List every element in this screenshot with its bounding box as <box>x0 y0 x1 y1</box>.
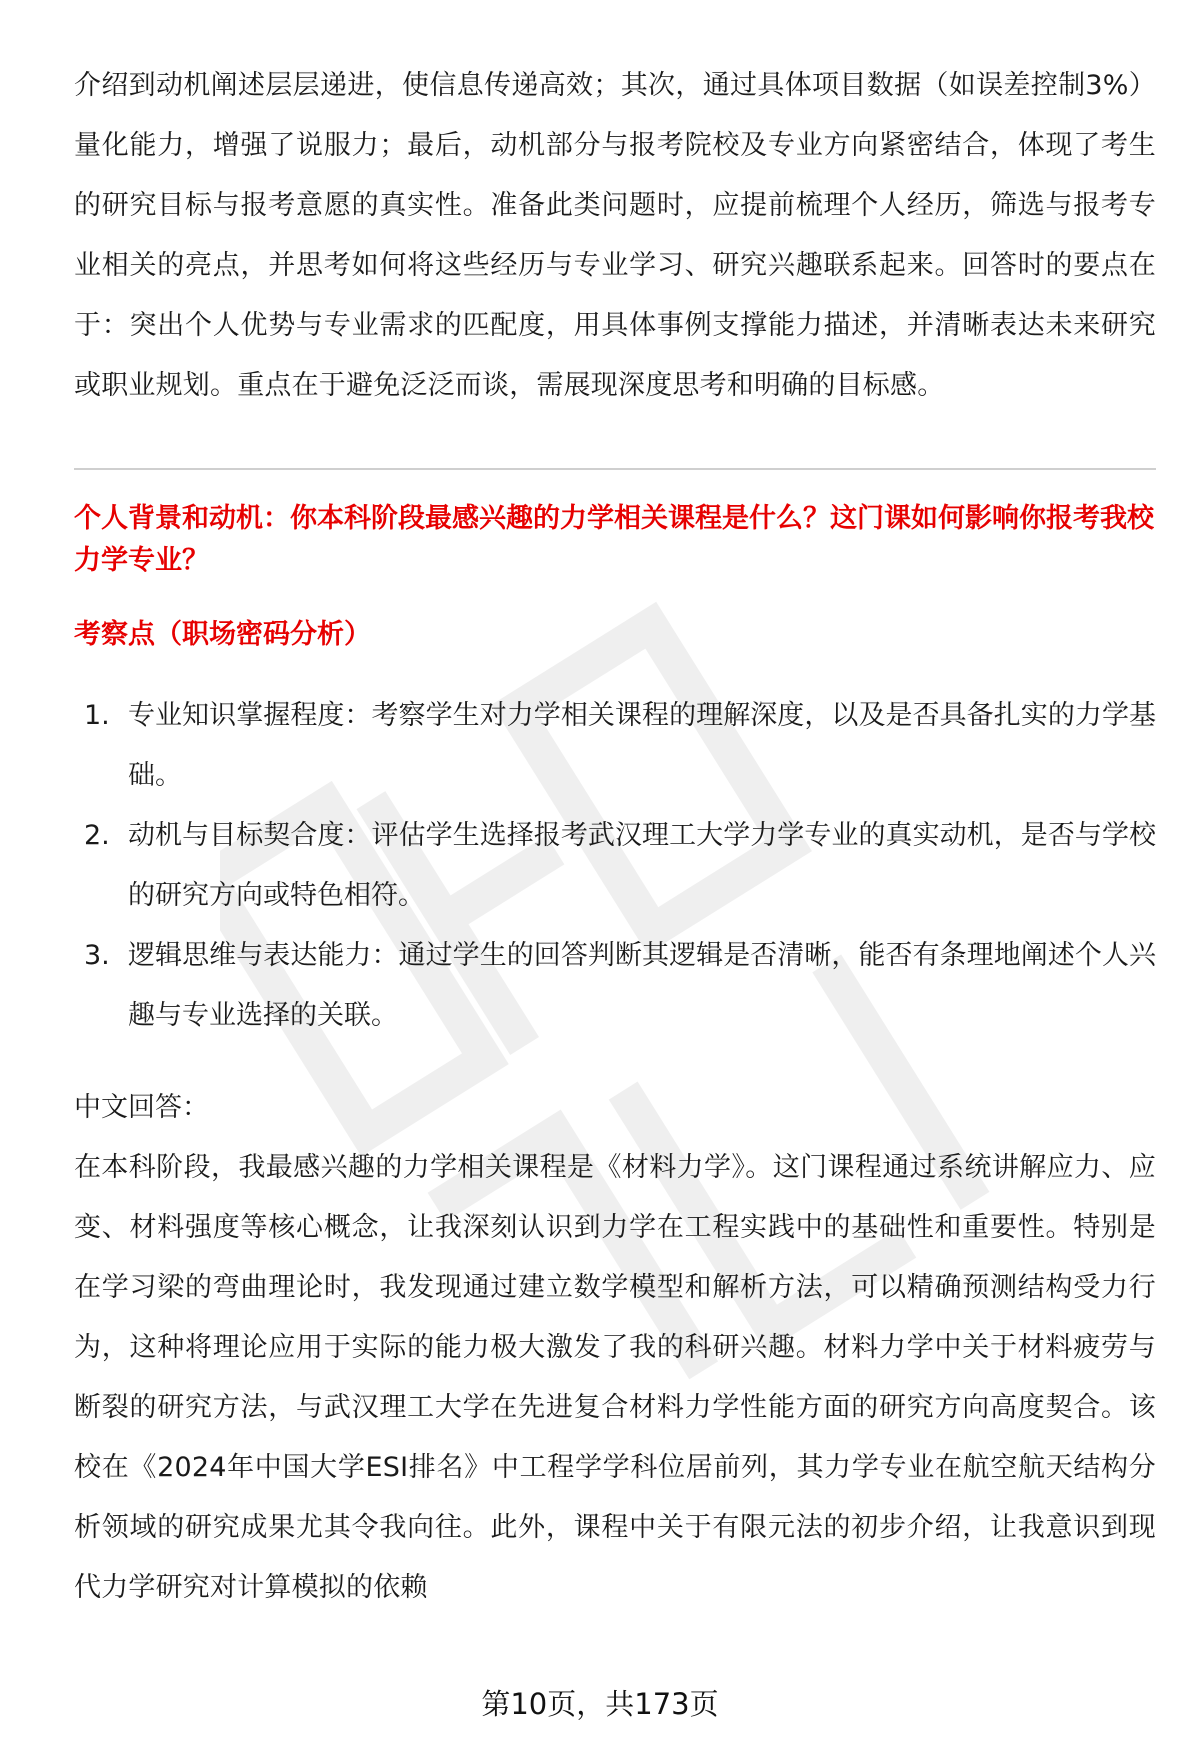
list-item-number: 2. <box>84 820 110 851</box>
list-item-text: 动机与目标契合度：评估学生选择报考武汉理工大学力学专业的真实动机，是否与学校的研究方向或特色相符。 <box>128 820 1156 911</box>
list-item <box>74 806 1156 926</box>
intro-paragraph: 介绍到动机阐述层层递进，使信息传递高效；其次，通过具体项目数据（如误差控制3%）量化能力，增强了说服力；最后，动机部分与报考院校及专业方向紧密结合，体现了考生的研究目标与报考意愿的真实性。准备此类问题时，应提前梳理个人经历，筛选与报考专业相关的亮点，并思考如何将这些经历与专业学习、研究兴趣联系起来。回答时的要点在于：突出个人优势与专业需求的匹配度，用具体事例支撑能力描述，并清晰表达未来研究或职业规划。重点在于避免泛泛而谈，需展现深度思考和明确的目标感。 <box>74 70 1156 401</box>
answer-paragraph: 在本科阶段，我最感兴趣的力学相关课程是《材料力学》。这门课程通过系统讲解应力、应变、材料强度等核心概念，让我深刻认识到力学在工程实践中的基础性和重要性。特别是在学习梁的弯曲理论时，我发现通过建立数学模型和解析方法，可以精确预测结构受力行为，这种将理论应用于实际的能力极大激发了我的科研兴趣。材料力学中关于材料疲劳与断裂的研究方法，与武汉理工大学在先进复合材料力学性能方面的研究方向高度契合。该校在《2024年中国大学ESI排名》中工程学学科位居前列，其力学专业在航空航天结构分析领域的研究成果尤其令我向往。此外，课程中关于有限元法的初步介绍，让我意识到现代力学研究对计算模拟的依赖 <box>74 1152 1156 1603</box>
examination-points-heading: 考察点（职场密码分析） <box>74 619 371 650</box>
list-item-text: 逻辑思维与表达能力：通过学生的回答判断其逻辑是否清晰，能否有条理地阐述个人兴趣与专业选择的关联。 <box>128 940 1156 1031</box>
answer-label: 中文回答： <box>74 1092 209 1123</box>
list-item <box>74 686 1156 806</box>
question-heading: 个人背景和动机：你本科阶段最感兴趣的力学相关课程是什么？这门课如何影响你报考我校力学专业？ <box>74 503 1154 576</box>
section-divider <box>74 468 1156 470</box>
examination-points-list <box>74 686 1156 1046</box>
document-page <box>74 56 1156 1618</box>
list-item <box>74 926 1156 1046</box>
list-item-text: 专业知识掌握程度：考察学生对力学相关课程的理解深度，以及是否具备扎实的力学基础。 <box>128 700 1156 791</box>
list-item-number: 1. <box>84 700 110 731</box>
list-item-number: 3. <box>84 940 110 971</box>
page-footer: 第10页，共173页 <box>481 1687 719 1721</box>
